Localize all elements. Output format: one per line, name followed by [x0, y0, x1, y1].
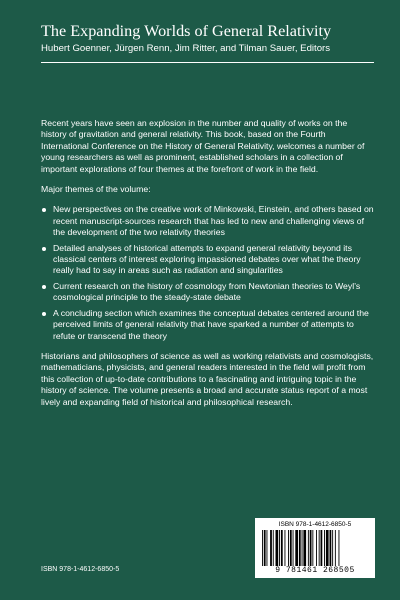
- list-item: [41, 308, 374, 342]
- theme-text: New perspectives on the creative work of Minkowski, Einstein, and others based on recent manuscript-sources research that has led to new and challenging views of the development of the two relativity theories: [53, 204, 374, 238]
- barcode-isbn-text: ISBN 978-1-4612-6850-5: [278, 521, 352, 528]
- bullet-icon: [42, 285, 46, 289]
- barcode-bars-icon: [261, 530, 369, 566]
- intro-paragraph: Recent years have seen an explosion in the number and quality of works on the history of gravitation and general relativity. This book, based on the Fourth International Conference on the History of General Relativity, welcomes a number of young researchers as well as prominent, established scholars in a collection of important explorations of four themes at the forefront of work in the field.: [41, 118, 365, 174]
- list-item: [41, 281, 374, 304]
- barcode-digits: 9 781461 268505: [275, 566, 355, 575]
- list-item: [41, 243, 374, 277]
- list-item: [41, 204, 374, 238]
- theme-text: A concluding section which examines the conceptual debates centered around the perceived limits of general relativity that have sparked a number of attempts to refute or transcend the theory: [53, 307, 369, 341]
- themes-heading: Major themes of the volume:: [41, 184, 151, 195]
- barcode: [255, 518, 375, 578]
- book-title: The Expanding Worlds of General Relativity: [41, 22, 332, 40]
- theme-text: Detailed analyses of historical attempts to expand general relativity beyond its classical centers of interest exploring impassioned debates over what the theory really had to say in areas such as radiation and singularities: [53, 242, 361, 276]
- themes-list: [41, 204, 374, 341]
- bullet-icon: [42, 312, 46, 316]
- blurb: [41, 118, 374, 417]
- isbn-label: ISBN 978-1-4612-6850-5: [41, 566, 120, 573]
- closing-paragraph: Historians and philosophers of science as well as working relativists and cosmologists, mathematicians, physicists, and general readers interested in the field will profit from this collection of up-to-date contributions to a fascinating and intriguing topic in the history of science. The volume presents a broad and accurate status report of a most lively and expanding field of historical and philosophical research.: [41, 350, 374, 407]
- theme-text: Current research on the history of cosmology from Newtonian theories to Weyl’s cosmological principle to the steady-state debate: [53, 280, 361, 303]
- bullet-icon: [42, 247, 46, 251]
- editors-line: Hubert Goenner, Jürgen Renn, Jim Ritter, and Tilman Sauer, Editors: [41, 43, 331, 54]
- bullet-icon: [42, 208, 46, 212]
- header-divider: [41, 62, 374, 63]
